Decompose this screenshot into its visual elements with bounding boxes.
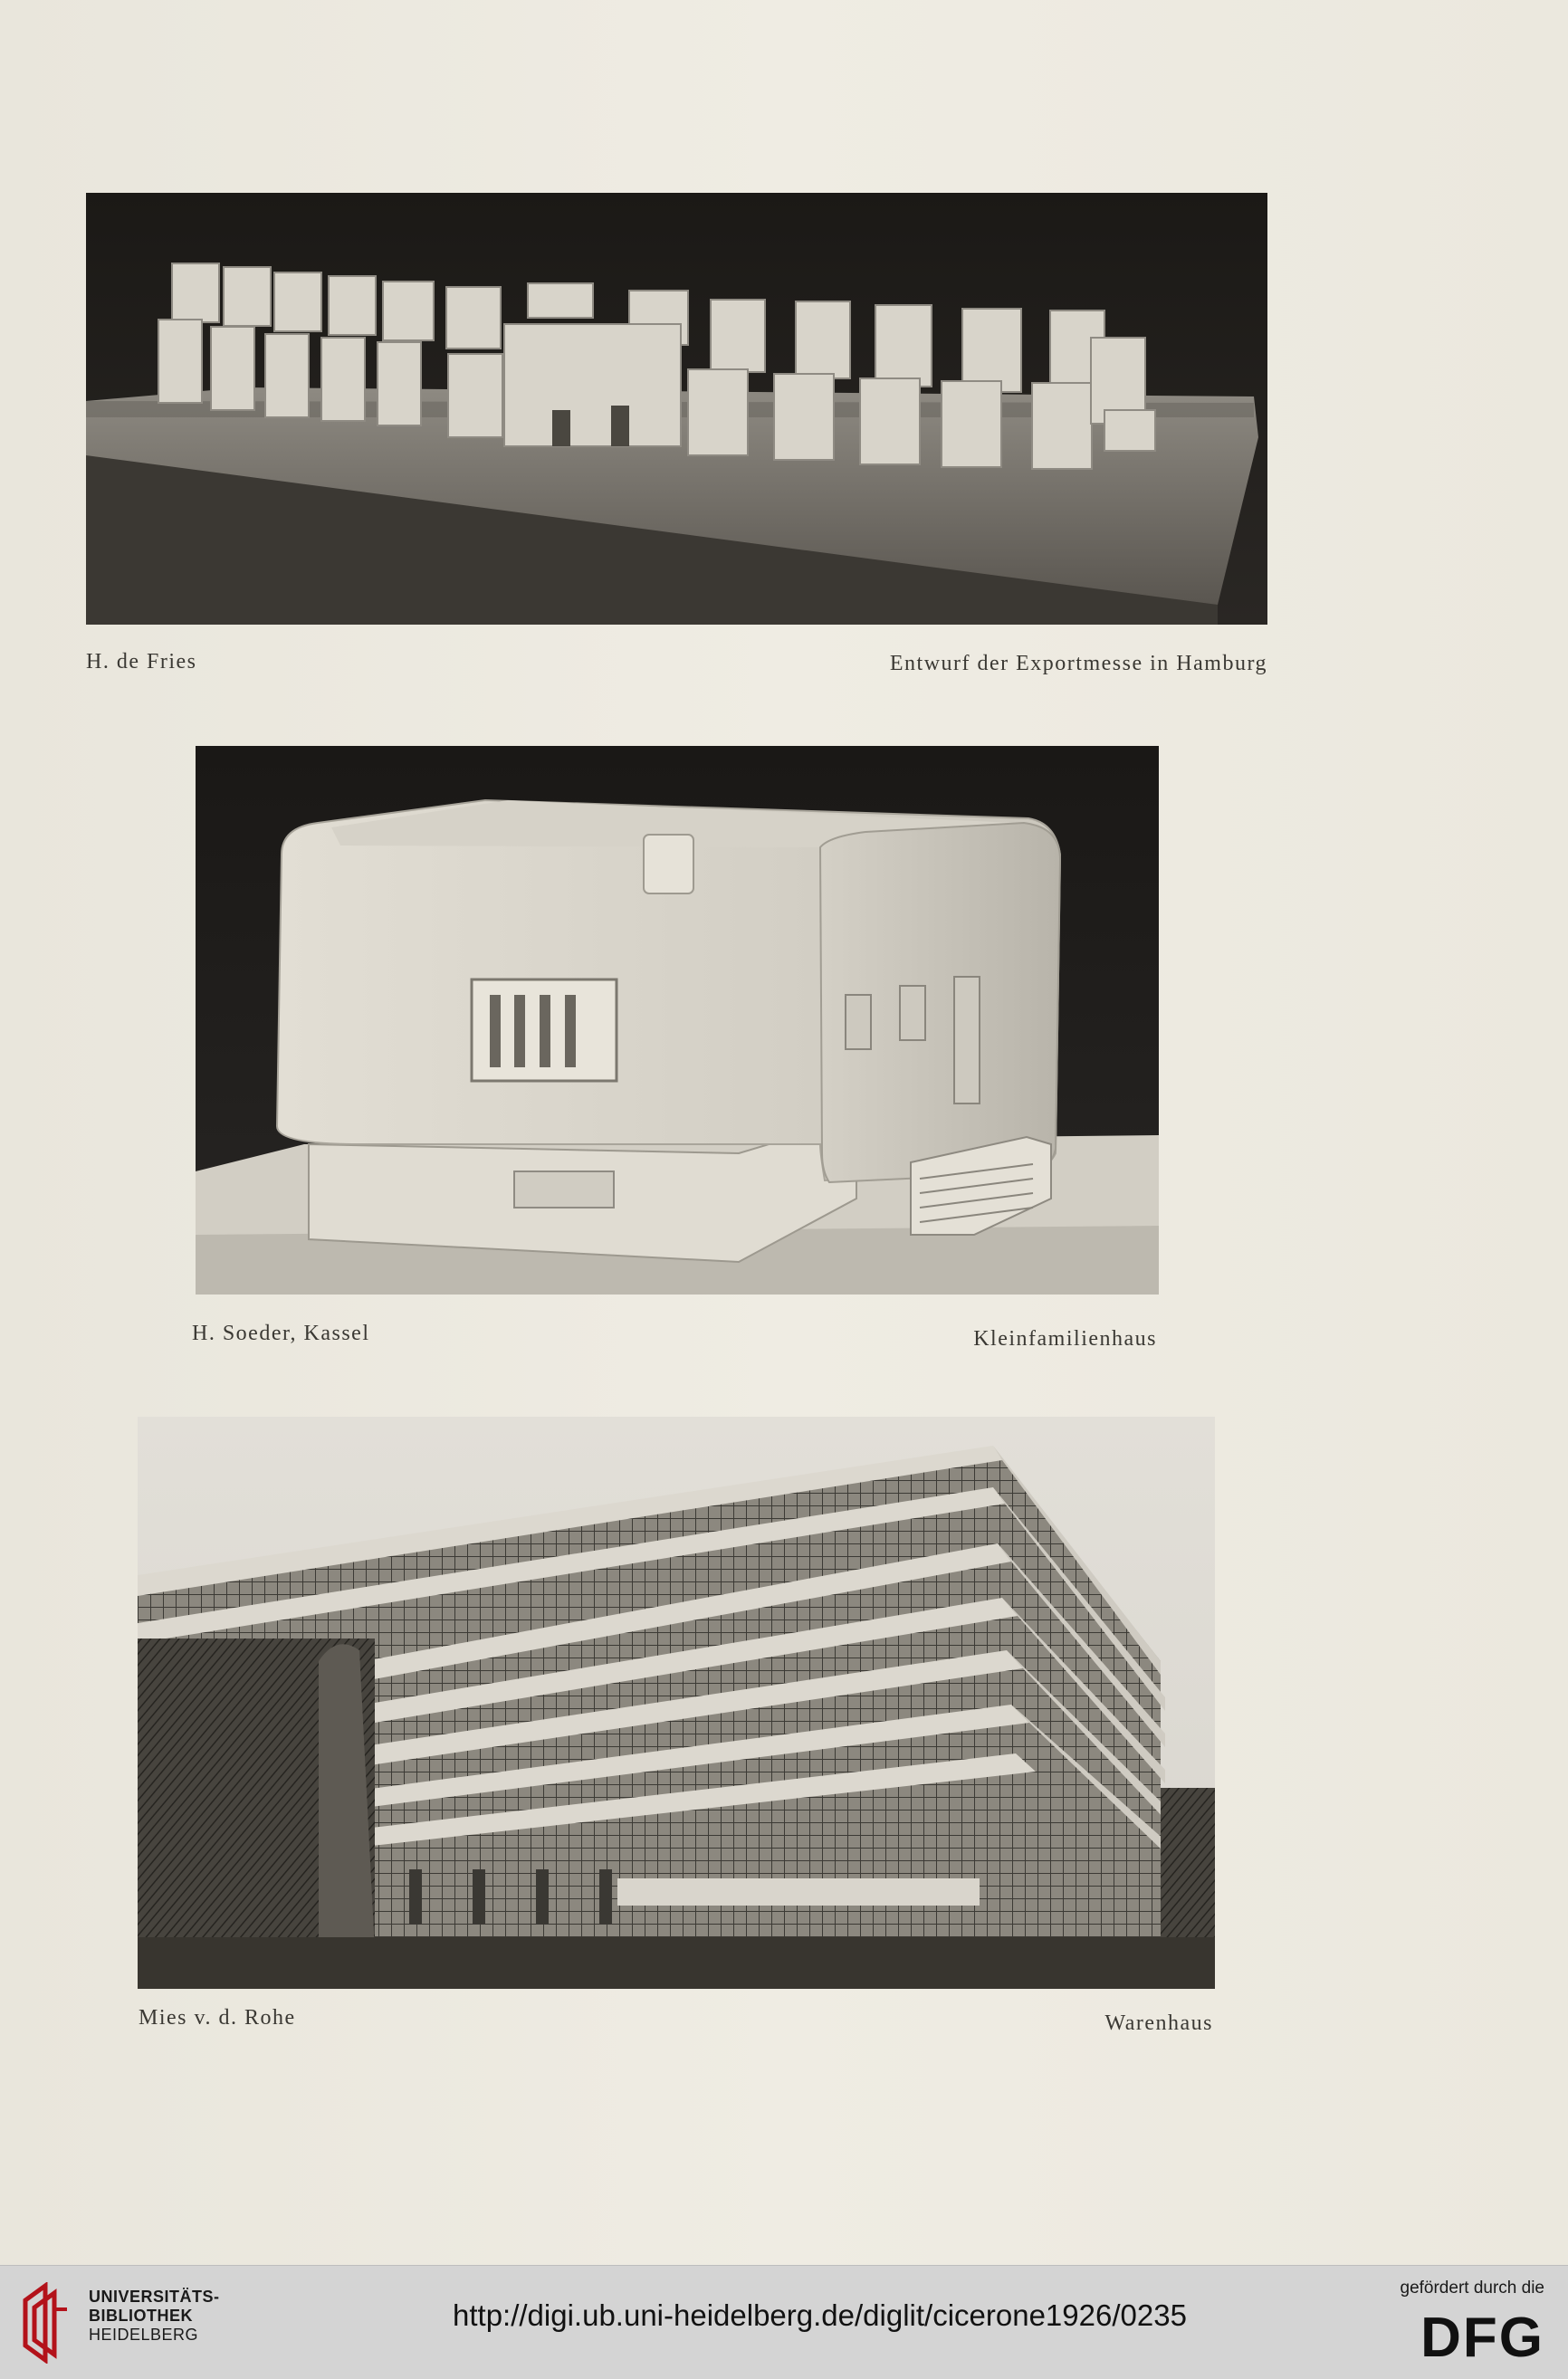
library-line-2: BIBLIOTHEK [89, 2307, 193, 2325]
plate-2-artist: H. Soeder, Kassel [192, 1322, 370, 1345]
plate-1-title: Entwurf der Exportmesse in Hamburg [889, 652, 1267, 675]
library-line-3: HEIDELBERG [89, 2326, 199, 2344]
source-url-link[interactable]: http://digi.ub.uni-heidelberg.de/diglit/cicerone1926/0235 [453, 2298, 1187, 2332]
plate-1-artist: H. de Fries [86, 650, 197, 674]
ub-heidelberg-logo-icon[interactable] [18, 2282, 72, 2364]
dfg-logo[interactable]: DFG [1420, 2307, 1544, 2369]
funding-note: gefördert durch die [1400, 2279, 1544, 2298]
drawing-warenhaus [138, 1417, 1215, 1989]
library-name [89, 2288, 220, 2345]
plate-2-title: Kleinfamilienhaus [973, 1327, 1157, 1351]
library-line-1: UNIVERSITÄTS- [89, 2288, 220, 2306]
plate-3-artist: Mies v. d. Rohe [139, 2006, 296, 2030]
photo-exportmesse-model [86, 193, 1267, 625]
plate-3-title: Warenhaus [1104, 2011, 1213, 2035]
photo-kleinfamilienhaus-model [196, 746, 1159, 1295]
digitization-footer [0, 2265, 1568, 2379]
